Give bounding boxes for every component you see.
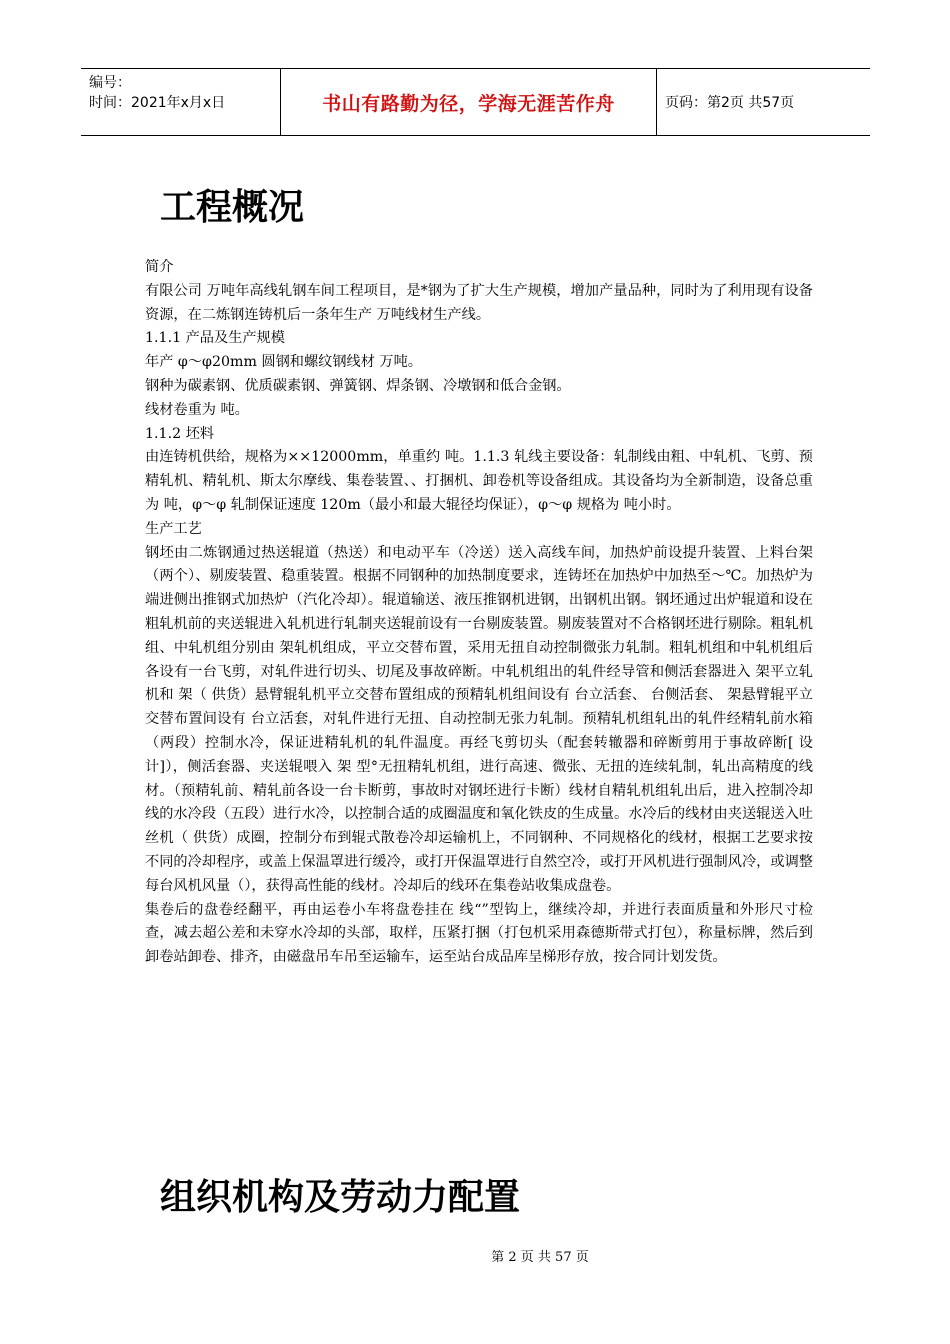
section-title-overview: 工程概况 [160,187,305,228]
paragraph: 线材卷重为 吨。 [145,401,249,418]
paragraph: 生产工艺 [145,520,202,537]
header-meta [81,69,281,135]
page-header [81,68,870,136]
paragraph: 1.1.1 产品及生产规模 [145,330,285,347]
page-footer: 第 2 页 共 57 页 [491,1250,589,1265]
document-number-label: 编号： [89,75,131,91]
paragraph: 简介 [145,259,174,275]
paragraph: 1.1.2 坯料 [145,425,214,442]
paragraph: 由连铸机供给，规格为××12000mm，单重约 吨。1.1.3 轧线主要设备：轧制线由粗、中轧机、飞剪、预精轧机、精轧机、斯太尔摩线、集卷装置、、打捆机、卸卷机等设备组成。其设备均为全新制造，设备总重为 吨，φ～φ 轧制保证速度 120m（最小和最大辊径均保证），φ～φ 规格为 吨小时。 [145,449,813,513]
document-date-label: 时间：2021年x月x日 [89,95,226,111]
paragraph: 年产 φ～φ20mm 圆钢和螺纹钢线材 万吨。 [145,354,422,371]
paragraph: 集卷后的盘卷经翻平，再由运卷小车将盘卷挂在 线“”型钩上，继续冷却，并进行表面质量和外形尺寸检查，减去超公差和未穿水冷却的头部，取样，压紧打捆（打包机采用森德斯带式打包），称量标牌，然后到卸卷站卸卷、排齐，由磁盘吊车吊至运输车，运至站台成品库呈梯形存放，按合同计划发货。 [145,901,813,966]
header-page-info: 页码：第2页 共57页 [665,95,795,111]
paragraph: 有限公司 万吨年高线轧钢车间工程项目，是*钢为了扩大生产规模，增加产量品种，同时为了利用现有设备资源，在二炼钢连铸机后一条年生产 万吨线材生产线。 [145,282,813,323]
paragraph: 钢种为碳素钢、优质碳素钢、弹簧钢、焊条钢、冷墩钢和低合金钢。 [145,377,571,394]
section-title-organization: 组织机构及劳动力配置 [160,1177,521,1218]
paragraph: 钢坯由二炼钢通过热送辊道（热送）和电动平车（冷送）送入高线车间，加热炉前设提升装置、上料台架（两个）、剔废装置、稳重装置。根据不同钢种的加热制度要求，连铸坯在加热炉中加热至～℃。加热炉为端进侧出推钢式加热炉（汽化冷却）。辊道输送、液压推钢机进钢，出钢机出钢。钢坯通过出炉辊道和设在粗轧机前的夹送辊进入轧机进行轧制夹送辊前设有一台剔废装置。剔废装置对不合格钢坯进行剔除。粗轧机组、中轧机组分别由 架轧机组成，平立交替布置，采用无扭自动控制微张力轧制。粗轧机组和中轧机组后各设有一台飞剪，对轧件进行切头、切尾及事故碎断。中轧机组出的轧件经导管和侧活套器进入 架平立轧机和 架（ 供货）悬臂辊轧机平立交替布置组成的预精轧机组间设有 台立活套、 台侧活套、 架悬臂辊平立交替布置间设有 台立活套，对轧件进行无扭、自动控制无张力轧制。预精轧机组轧出的轧件经精轧前水箱（两段）控制水冷，保证进精轧机的轧件温度。再经飞剪切头（配套转辙器和碎断剪用于事故碎断[ 设计]），侧活套器、夹送辊喂入 架 型°无扭精轧机组，进行高速、微张、无扭的连续轧制，轧出高精度的线材。（预精轧前、精轧前各设一台卡断剪，事故时对钢坯进行卡断）线材自精轧机组轧出后，进入控制冷却线的水冷段（五段）进行水冷，以控制合适的成圈温度和氧化铁皮的生成量。水冷后的线材由夹送辊送入吐丝机（ 供货）成圈，控制分布到辊式散卷冷却运输机上，不同钢种、不同规格化的线材，根据工艺要求按不同的冷却程序，或盖上保温罩进行缓冷，或打开保温罩进行自然空冷，或打开风机进行强制风冷，或调整每台风机风量（），获得高性能的线材。冷却后的线环在集卷站收集成盘卷。 [145,544,813,894]
document-body [145,256,813,970]
header-motto: 书山有路勤为径，学海无涯苦作舟 [281,69,657,135]
